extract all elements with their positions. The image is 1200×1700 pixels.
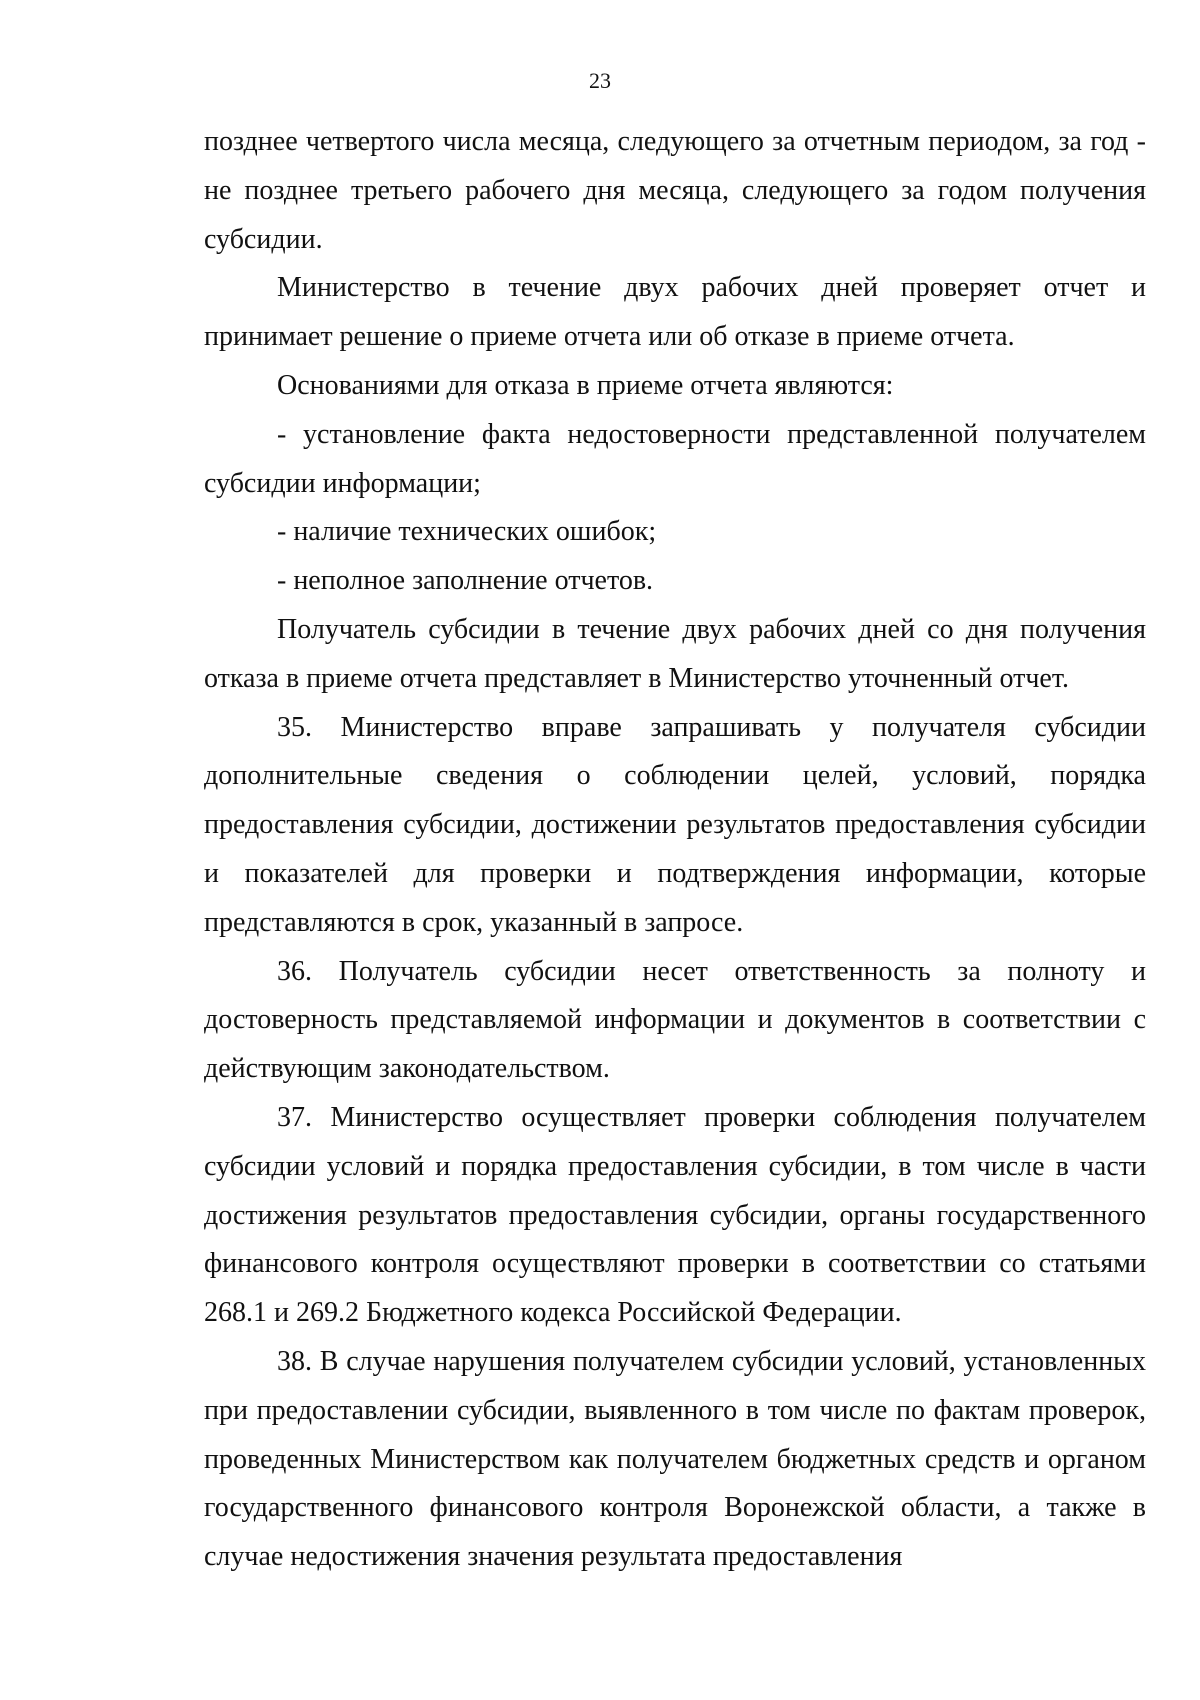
clause-38: 38. В случае нарушения получателем субсидии условий, установленных при предоставлении субсидии, выявленного в том числе по фактам проверок, проведенных Министерством как получателем бюджетных средств и органом государственного финансового контроля Воронежской области, а также в случае недостижения значения результата предоставления bbox=[204, 1345, 1146, 1573]
list-item-unreliable-info: - установление факта недостоверности представленной получателем субсидии информации; bbox=[204, 418, 1146, 499]
paragraph-corrected-report: Получатель субсидии в течение двух рабочих дней со дня получения отказа в приеме отчета представляет в Министерство уточненный отчет. bbox=[204, 613, 1146, 694]
paragraph-continuation: позднее четвертого числа месяца, следующего за отчетным периодом, за год - не позднее третьего рабочего дня месяца, следующего за годом получения субсидии. bbox=[204, 126, 1146, 255]
list-item-incomplete-reports: - неполное заполнение отчетов. bbox=[277, 565, 654, 597]
list-item-technical-errors: - наличие технических ошибок; bbox=[277, 516, 657, 548]
clause-37: 37. Министерство осуществляет проверки соблюдения получателем субсидии условий и порядка предоставления субсидии, в том числе в части достижения результатов предоставления субсидии, органы государственного финансового контроля осуществляют проверки в соответствии со статьями 268.1 и 269.2 Бюджетного кодекса Российской Федерации. bbox=[204, 1101, 1146, 1329]
clause-36: 36. Получатель субсидии несет ответственность за полноту и достоверность представляемой информации и документов в соответствии с действующим законодательством. bbox=[204, 955, 1146, 1085]
document-body bbox=[204, 118, 1146, 1582]
page-number: 23 bbox=[589, 68, 611, 93]
clause-35: 35. Министерство вправе запрашивать у получателя субсидии дополнительные сведения о соблюдении целей, условий, порядка предоставления субсидии, достижении результатов предоставления субсидии и показателей для проверки и подтверждения информации, которые представляются в срок, указанный в запросе. bbox=[204, 711, 1146, 938]
paragraph-refusal-grounds: Основаниями для отказа в приеме отчета являются: bbox=[277, 369, 894, 401]
paragraph-report-check: Министерство в течение двух рабочих дней проверяет отчет и принимает решение о приеме отчета или об отказе в приеме отчета. bbox=[204, 272, 1146, 353]
